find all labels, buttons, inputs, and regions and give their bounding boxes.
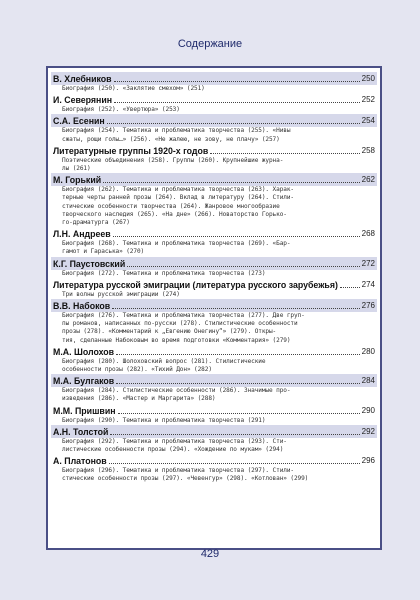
toc-entry-page: 292 (361, 426, 375, 436)
dot-leader (210, 153, 359, 154)
toc-entry-heading[interactable] (51, 374, 377, 387)
toc-entry-heading[interactable] (51, 227, 377, 240)
toc-entry-page: 272 (361, 258, 375, 268)
toc-entry-page: 258 (361, 145, 375, 155)
dot-leader (107, 123, 360, 124)
toc-entry-heading[interactable] (51, 72, 377, 85)
page-header-title: Содержание (177, 38, 243, 50)
dot-leader (103, 182, 360, 183)
toc-entry-description-line: Биография (292). Тематика и проблематика творчества (293). Сти- (62, 437, 287, 445)
toc-entry-description-line: Биография (296). Тематика и проблематика творчества (297). Стили- (62, 467, 294, 475)
toc-entry[interactable] (51, 72, 377, 93)
toc-entry[interactable] (51, 278, 377, 299)
toc-entry-description-line: Поэтические объединения (258). Группы (260). Крупнейшие журна- (62, 156, 284, 164)
toc-entry-heading[interactable] (51, 257, 377, 270)
toc-entry-description-line: Биография (290). Тематика и проблематика творчества (291) (62, 416, 266, 424)
toc-entry[interactable] (51, 114, 377, 143)
toc-entry-heading[interactable] (51, 114, 377, 127)
toc-entry-heading[interactable] (51, 93, 377, 106)
toc-entry-title: М.А. Шолохов (53, 346, 115, 357)
toc-entry[interactable] (51, 257, 377, 278)
toc-entry-heading[interactable] (51, 404, 377, 417)
toc-entry-title: А. Платонов (53, 456, 107, 467)
toc-entry-page: 274 (361, 279, 375, 289)
toc-entry-title: А.Н. Толстой (53, 426, 109, 437)
toc-entry[interactable] (51, 299, 377, 345)
toc-entry-heading[interactable] (51, 454, 377, 467)
toc-entry-page: 254 (361, 116, 375, 126)
dot-leader (114, 102, 360, 103)
toc-entry-description-line: тия, сделанные Набоковым во время подготовки «Комментария» (279) (62, 336, 291, 344)
toc-entry-description-line: Три волны русской эмиграции (274) (62, 290, 180, 298)
toc-entry-title: М. Горький (53, 175, 102, 186)
toc-entry-description-line: стические особенности творчества (264). Жанровое многообразие (62, 202, 280, 210)
toc-entry-page: 280 (361, 346, 375, 356)
toc-entry-heading[interactable] (51, 299, 377, 312)
toc-entry-page: 252 (361, 95, 375, 105)
toc-entry-heading[interactable] (51, 425, 377, 438)
toc-entry[interactable] (51, 173, 377, 227)
toc-entry-description-line: лы (261) (62, 165, 91, 173)
toc-entry-title: Литература русской эмиграции (литература русского зарубежья) (53, 279, 338, 290)
toc-entry-description-line: Биография (254). Тематика и проблематика творчества (255). «Нивы (62, 127, 291, 135)
toc-entry-description-line: гамот и Гараська» (270) (62, 248, 145, 256)
dot-leader (112, 308, 359, 309)
toc-entry-description-line: Биография (268). Тематика и проблематика творчества (269). «Бар- (62, 240, 291, 248)
toc-entry-title: С.А. Есенин (53, 116, 105, 127)
toc-entry-description-line: изведения (286). «Мастер и Маргарита» (288) (62, 395, 216, 403)
toc-entry-heading[interactable] (51, 278, 377, 291)
toc-entry[interactable] (51, 227, 377, 256)
toc-entry-heading[interactable] (51, 173, 377, 186)
toc-entry-page: 296 (361, 456, 375, 466)
toc-entry-page: 262 (361, 175, 375, 185)
toc-entry-title: И. Северянин (53, 95, 113, 106)
toc-entry-title: М.А. Булгаков (53, 376, 115, 387)
toc-entry-description-line: Биография (262). Тематика и проблематика творчества (263). Харак- (62, 186, 294, 194)
toc-entry-page: 250 (361, 74, 375, 83)
toc-entry-description-line: пы романов, написанных по-русски (278). Стилистические особенности (62, 320, 298, 328)
dot-leader (118, 413, 360, 414)
toc-entry[interactable] (51, 345, 377, 374)
toc-entry-description-line: стические особенности прозы (297). «Чевенгур» (298). «Котлован» (299) (62, 475, 309, 483)
toc-entry-title: В. Хлебников (53, 74, 112, 84)
toc-entry-description-line: сжаты, рощи голы…» (256). «Не жалею, не зову, не плачу» (257) (62, 135, 280, 143)
dot-leader (109, 463, 360, 464)
toc-entry[interactable] (51, 144, 377, 173)
toc-entry-page: 276 (361, 301, 375, 311)
toc-entry-title: К.Г. Паустовский (53, 258, 126, 269)
toc-entry-description-line: го-драматурга (267) (62, 219, 130, 227)
toc-entry-heading[interactable] (51, 144, 377, 157)
toc-entry-description-line: Биография (250). «Заклятие смехом» (251) (62, 85, 205, 92)
toc-entry-title: Литературные группы 1920-х годов (53, 145, 209, 156)
toc-entry-heading[interactable] (51, 345, 377, 358)
toc-entry-description-line: творческого наследия (265). «На дне» (266). Новаторство Горько- (62, 210, 287, 218)
dot-leader (340, 287, 360, 288)
toc-entry[interactable] (51, 454, 377, 483)
dot-leader (116, 354, 360, 355)
toc-entry-description-line: прозы (278). «Комментарий к „Евгению Онегину“» (279). Откры- (62, 328, 277, 336)
toc-entry-page: 290 (361, 405, 375, 415)
toc-entry-title: В.В. Набоков (53, 301, 111, 312)
table-of-contents (46, 66, 382, 550)
toc-entry-description-line: Биография (284). Стилистические особенности (286). Значимые про- (62, 387, 291, 395)
toc-entry[interactable] (51, 93, 377, 114)
toc-entry-description-line: Биография (252). «Увертюра» (253) (62, 106, 180, 114)
toc-entry-page: 268 (361, 229, 375, 239)
toc-entry-description-line: Биография (272). Тематика и проблематика творчества (273) (62, 269, 266, 277)
toc-entry[interactable] (51, 374, 377, 403)
toc-entry-title: М.М. Пришвин (53, 405, 116, 416)
toc-entry[interactable] (51, 404, 377, 425)
toc-entry-description-line: терные черты ранней прозы (264). Вклад в литературу (264). Стили- (62, 194, 294, 202)
dot-leader (114, 81, 360, 82)
dot-leader (113, 236, 360, 237)
dot-leader (116, 383, 359, 384)
toc-entry-page: 284 (361, 376, 375, 386)
toc-entry-description-line: Биография (276). Тематика и проблематика творчества (277). Две груп- (62, 312, 305, 320)
dot-leader (127, 266, 359, 267)
toc-entry-title: Л.Н. Андреев (53, 229, 111, 240)
dot-leader (110, 434, 359, 435)
toc-entry-description-line: особенности прозы (282). «Тихий Дон» (282) (62, 366, 212, 374)
toc-entry-description-line: листические особенности прозы (294). «Хождение по мукам» (294) (62, 446, 284, 454)
page-number: 429 (200, 548, 220, 560)
toc-entry[interactable] (51, 425, 377, 454)
toc-entry-description-line: Биография (280). Шолоховский вопрос (281). Стилистические (62, 357, 266, 365)
